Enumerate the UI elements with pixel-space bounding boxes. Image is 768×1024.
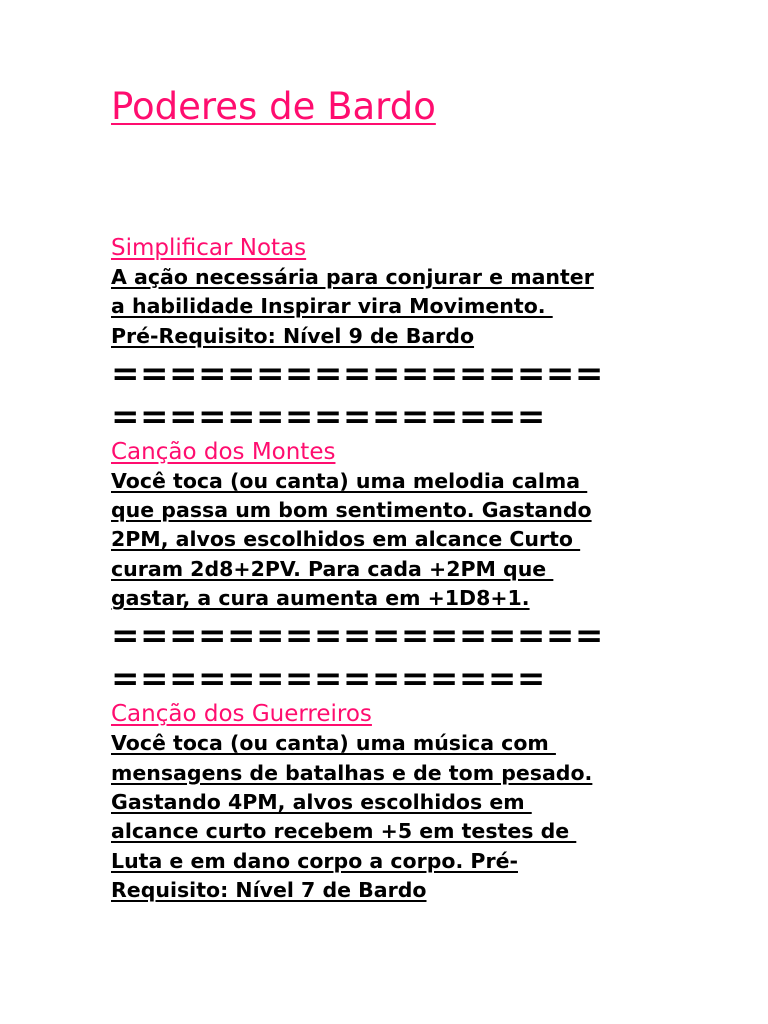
section-text-line: Você toca (ou canta) uma melodia calma: [111, 468, 588, 493]
section-text-line: Pré-Requisito: Nível 9 de Bardo: [111, 323, 475, 348]
section-text-line: 2PM, alvos escolhidos em alcance Curto: [111, 527, 581, 552]
section-text-line: Você toca (ou canta) uma música com: [111, 731, 556, 756]
section-text-line: Luta e em dano corpo a corpo. Pré-: [111, 848, 518, 873]
section-text-line: A ação necessária para conjurar e manter: [111, 265, 594, 289]
section-text-line: mensagens de batalhas e de tom pesado.: [111, 760, 593, 785]
section-text-line: gastar, a cura aumenta em +1D8+1.: [111, 586, 530, 611]
separator: [111, 615, 671, 701]
title-spacer: [111, 130, 671, 233]
section-simplificar-notas: [111, 233, 671, 351]
section-text-line: que passa um bom sentimento. Gastando: [111, 498, 592, 523]
separator: [111, 353, 671, 439]
separator-line: =================: [111, 353, 604, 394]
section-text-line: alcance curto recebem +5 em testes de: [111, 819, 577, 844]
section-heading: Canção dos Guerreiros: [111, 701, 372, 728]
page-title: Poderes de Bardo: [111, 85, 436, 128]
section-text-line: Requisito: Nível 7 de Bardo: [111, 877, 427, 902]
section-heading: Canção dos Montes: [111, 438, 336, 465]
section-cancao-dos-guerreiros: [111, 699, 671, 905]
section-heading: Simplificar Notas: [111, 235, 307, 261]
separator-line: =================: [111, 616, 604, 657]
section-cancao-dos-montes: [111, 437, 671, 613]
section-text-line: a habilidade Inspirar vira Movimento.: [111, 294, 553, 319]
separator-line: ===============: [111, 659, 546, 700]
section-text-line: Gastando 4PM, alvos escolhidos em: [111, 789, 532, 814]
separator-line: ===============: [111, 396, 546, 437]
document-page: [111, 84, 671, 905]
section-text-line: curam 2d8+2PV. Para cada +2PM que: [111, 556, 554, 581]
